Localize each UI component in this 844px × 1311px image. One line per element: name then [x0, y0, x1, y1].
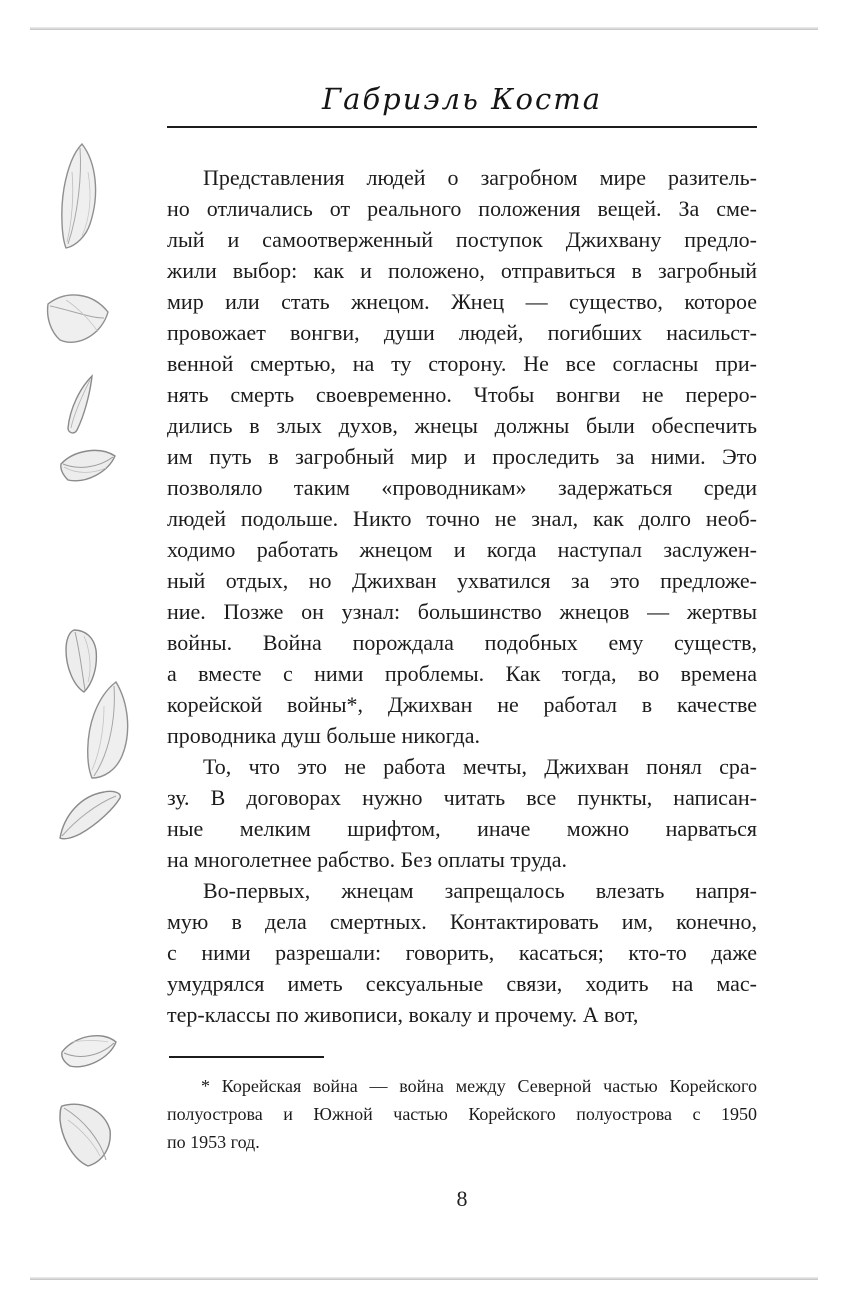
text-line: лый и самоотверженный поступок Джихвану предло-: [167, 227, 757, 252]
leaf-sketch-large-icon: [82, 680, 132, 780]
paragraph: [167, 875, 757, 1030]
text-line: полуострова и Южной частью Корейского полуострова с 1950: [167, 1104, 757, 1124]
text-line: людей подольше. Никто точно не знал, как долго необ-: [167, 506, 757, 531]
text-line: провожает вонгви, души людей, погибших насильст-: [167, 320, 757, 345]
text-line: на многолетнее рабство. Без оплаты труда.: [167, 847, 568, 872]
text-line: по 1953 год.: [167, 1132, 260, 1152]
text-line: * Корейская война — война между Северной частью Корейского: [201, 1076, 757, 1096]
text-line: Представления людей о загробном мире разитель-: [203, 165, 757, 190]
text-line: ные мелким шрифтом, иначе можно нарваться: [167, 816, 757, 841]
leaf-sketch-sickle-icon: [56, 788, 124, 842]
text-line: войны. Война порождала подобных ему существ,: [167, 630, 757, 655]
body-text: [167, 162, 757, 1030]
leaf-sketch-tilted-icon: [46, 288, 110, 350]
text-line: но отличались от реального положения вещей. За сме-: [167, 196, 757, 221]
text-line: То, что это не работа мечты, Джихван понял сра-: [203, 754, 757, 779]
leaf-sketch-angled-icon: [54, 1100, 116, 1168]
text-line: венной смертью, на ту сторону. Не все согласны при-: [167, 351, 757, 376]
text-line: нять смерть своевременно. Чтобы вонгви не переро-: [167, 382, 757, 407]
text-line: умудрялся иметь сексуальные связи, ходить на мас-: [167, 971, 757, 996]
text-line: тер-классы по живописи, вокалу и прочему. А вот,: [167, 1002, 639, 1027]
leaf-sketch-husk-icon: [58, 444, 118, 486]
page-number: 8: [456, 1186, 468, 1211]
paragraph: [167, 751, 757, 875]
text-line: корейской войны*, Джихван не работал в качестве: [167, 692, 757, 717]
text-line: мир или стать жнецом. Жнец — существо, которое: [167, 289, 757, 314]
text-line: жили выбор: как и положено, отправиться в загробный: [167, 258, 757, 283]
text-line: ние. Позже он узнал: большинство жнецов — жертвы: [167, 599, 757, 624]
leaf-sketch-crescent-icon: [62, 374, 96, 436]
page-edge-top-line: [30, 27, 818, 30]
running-header-author: Габриэль Коста: [321, 82, 603, 116]
text-line: Во-первых, жнецам запрещалось влезать напря-: [203, 878, 757, 903]
footnote-rule: [169, 1056, 324, 1058]
text-line: им путь в загробный мир и проследить за ними. Это: [167, 444, 757, 469]
text-line: ный отдых, но Джихван ухватился за это предложе-: [167, 568, 757, 593]
page-edge-bottom-line: [30, 1277, 818, 1280]
footnote: [167, 1072, 757, 1156]
text-line: дились в злых духов, жнецы должны были обеспечить: [167, 413, 757, 438]
text-line: зу. В договорах нужно читать все пункты, написан-: [167, 785, 757, 810]
header-rule: [167, 126, 757, 128]
text-line: а вместе с ними проблемы. Как тогда, во времена: [167, 661, 757, 686]
text-line: ходимо работать жнецом и когда наступал заслужен-: [167, 537, 757, 562]
text-line: с ними разрешали: говорить, касаться; кто-то даже: [167, 940, 757, 965]
text-line: мую в дела смертных. Контактировать им, конечно,: [167, 909, 757, 934]
text-line: проводника душ больше никогда.: [167, 723, 480, 748]
text-line: позволяло таким «проводникам» задержаться среди: [167, 475, 757, 500]
leaf-sketch-long-icon: [52, 142, 104, 250]
paragraph: [167, 162, 757, 751]
leaf-sketch-seed-icon: [58, 1028, 120, 1072]
